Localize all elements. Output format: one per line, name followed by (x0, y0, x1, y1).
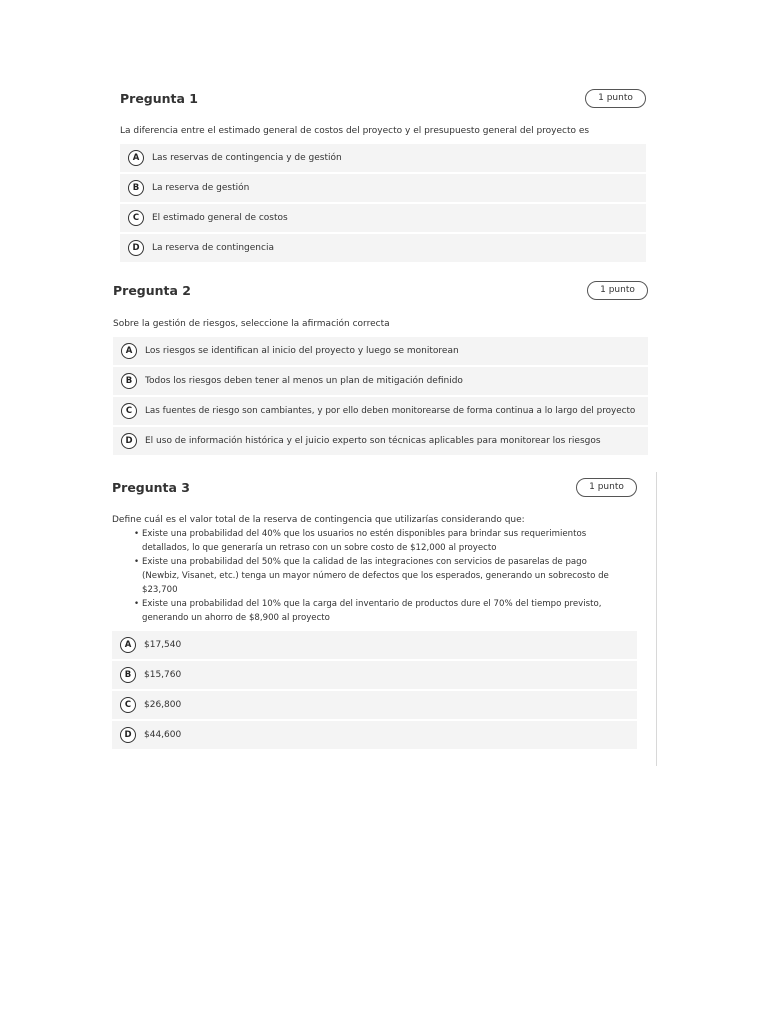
options-list (112, 631, 637, 751)
option-text: Todos los riesgos deben tener al menos un plan de mitigación definido (145, 376, 463, 386)
option-letter-b: B (121, 373, 137, 389)
question-header (113, 281, 648, 301)
options-list (120, 144, 646, 264)
option-text: El estimado general de costos (152, 213, 288, 223)
conditions-list (136, 527, 609, 625)
option-text: La reserva de contingencia (152, 243, 274, 253)
option-letter-c: C (120, 697, 136, 713)
option-d[interactable] (112, 721, 637, 749)
option-b[interactable] (113, 367, 648, 395)
question-title: Pregunta 1 (120, 91, 199, 106)
condition-item: • Existe una probabilidad del 40% que los usuarios no estén disponibles para brindar sus requerimientos (136, 527, 609, 541)
option-text: Los riesgos se identifican al inicio del proyecto y luego se monitorean (145, 346, 459, 356)
points-badge: 1 punto (585, 89, 646, 108)
question-text: Sobre la gestión de riesgos, seleccione la afirmación correcta (113, 319, 390, 329)
panel-divider (656, 472, 657, 766)
option-c[interactable] (112, 691, 637, 719)
condition-item: • Existe una probabilidad del 50% que la calidad de las integraciones con servicios de pasarelas de pago (136, 555, 609, 569)
option-text: $26,800 (144, 700, 182, 710)
question-title: Pregunta 2 (113, 283, 192, 298)
option-d[interactable] (113, 427, 648, 455)
option-text: Las reservas de contingencia y de gestión (152, 153, 342, 163)
option-letter-b: B (128, 180, 144, 196)
question-2 (113, 281, 648, 459)
option-letter-d: D (128, 240, 144, 256)
option-letter-b: B (120, 667, 136, 683)
option-text: $17,540 (144, 640, 182, 650)
option-a[interactable] (120, 144, 646, 172)
option-text: La reserva de gestión (152, 183, 250, 193)
question-text: Define cuál es el valor total de la reserva de contingencia que utilizarías considerando que: (112, 515, 525, 525)
option-text: Las fuentes de riesgo son cambiantes, y por ello deben monitorearse de forma continua a lo largo del proyecto (145, 406, 636, 416)
question-1 (120, 89, 646, 265)
option-c[interactable] (113, 397, 648, 425)
option-letter-d: D (120, 727, 136, 743)
option-letter-d: D (121, 433, 137, 449)
question-title: Pregunta 3 (112, 480, 191, 495)
question-header (112, 478, 637, 498)
option-b[interactable] (120, 174, 646, 202)
option-d[interactable] (120, 234, 646, 262)
option-text: $15,760 (144, 670, 182, 680)
option-text: El uso de información histórica y el juicio experto son técnicas aplicables para monitorear los riesgos (145, 436, 601, 446)
option-text: $44,600 (144, 730, 182, 740)
condition-item-cont: generando un ahorro de $8,900 al proyecto (142, 613, 330, 623)
question-header (120, 89, 646, 109)
points-badge: 1 punto (576, 478, 637, 497)
condition-item: • Existe una probabilidad del 10% que la carga del inventario de productos dure el 70% del tiempo previsto, (136, 597, 609, 611)
options-list (113, 337, 648, 457)
condition-item-cont: (Newbiz, Visanet, etc.) tenga un mayor número de defectos que los esperados, generando un sobrecosto de (142, 571, 609, 581)
option-c[interactable] (120, 204, 646, 232)
question-3 (112, 478, 637, 752)
points-badge: 1 punto (587, 281, 648, 300)
option-a[interactable] (112, 631, 637, 659)
condition-item-cont: $23,700 (142, 585, 178, 595)
option-letter-a: A (121, 343, 137, 359)
option-b[interactable] (112, 661, 637, 689)
option-letter-c: C (128, 210, 144, 226)
option-letter-a: A (128, 150, 144, 166)
option-a[interactable] (113, 337, 648, 365)
option-letter-a: A (120, 637, 136, 653)
condition-item-cont: detallados, lo que generaría un retraso con un sobre costo de $12,000 al proyecto (142, 543, 497, 553)
question-text: La diferencia entre el estimado general de costos del proyecto y el presupuesto general del proyecto es (120, 126, 590, 136)
option-letter-c: C (121, 403, 137, 419)
